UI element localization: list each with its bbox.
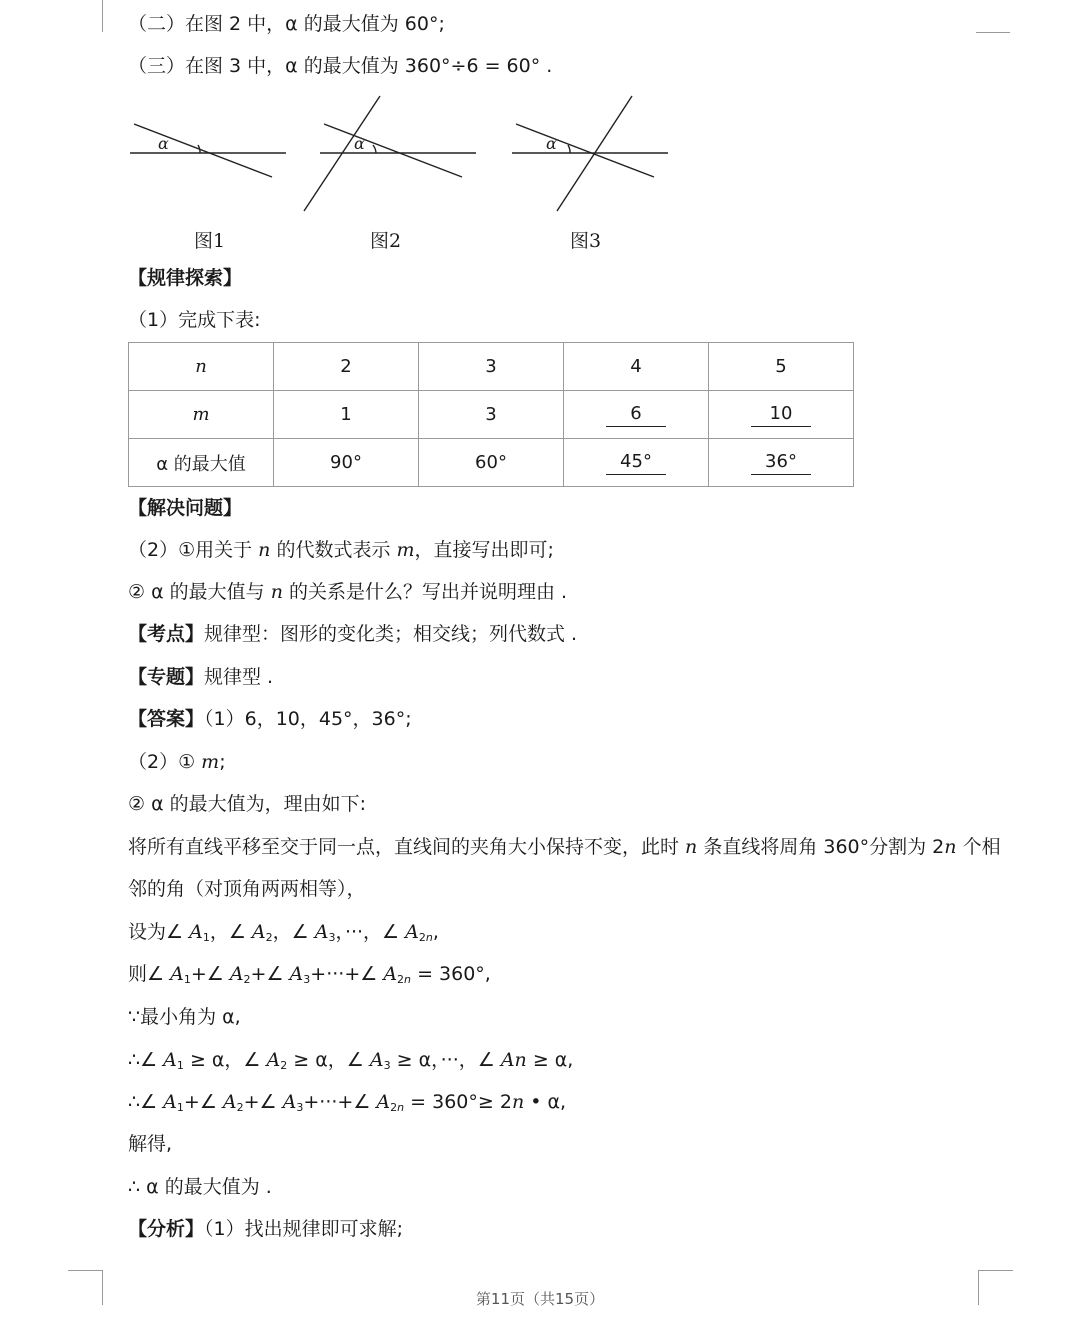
reason-paragraph-line-2: 邻的角（对顶角两两相等）， [128, 878, 366, 900]
corner-mark-top-right [976, 0, 1010, 33]
table-row-alpha [129, 439, 854, 487]
table-row-label: n [129, 343, 274, 391]
figures-diagram [120, 90, 680, 220]
question-2-2: ② α 的最大值与 n 的关系是什么？写出并说明理由 . [128, 581, 568, 603]
table-row-n [129, 343, 854, 391]
set-angles-line: 设为∠ $A_1$，∠ $A_2$，∠ $A_3$，···，∠ $A_{2n}$, [128, 921, 439, 944]
answer-line: 【答案】（1）6，10，45°，36°; [128, 708, 412, 730]
zhuanti-line: 【专题】规律型 . [128, 666, 274, 688]
table-cell-answer: 36° [709, 439, 854, 487]
answer-2-1: （2）① m; [128, 751, 226, 773]
answer-2-2: ② α 的最大值为，理由如下: [128, 793, 367, 815]
reason-paragraph-line-1: 将所有直线平移至交于同一点，直线间的夹角大小保持不变，此时 n 条直线将周角 360°分割为 2n 个相 [128, 836, 1001, 858]
pattern-table [128, 342, 854, 487]
min-angle-line: ∵最小角为 α, [128, 1006, 241, 1028]
solve-line: 解得, [128, 1133, 173, 1155]
conclusion-line: ∴ α 的最大值为 . [128, 1176, 272, 1198]
figure-1-alpha: α [158, 134, 169, 153]
table-cell-answer: 45° [564, 439, 709, 487]
figure-2-alpha: α [354, 134, 365, 153]
figure-3-alpha: α [546, 134, 557, 153]
corner-mark-top-left [68, 0, 103, 32]
sum-inequality-line: ∴∠ $A_1+\angle$ $A_2+\angle$ $A_3+\cdot\cdot\cdot+\angle$ $A_{2n} = 360^\circ\ge 2n$ • α, [128, 1091, 567, 1114]
table-cell-answer: 10 [709, 391, 854, 439]
question-2-1: （2）①用关于 n 的代数式表示 m，直接写出即可; [128, 539, 554, 561]
figure-3-caption: 图3 [570, 230, 602, 252]
figure-3 [512, 96, 668, 211]
intro-line-3: （三）在图 3 中，α 的最大值为 360°÷6 = 60° . [128, 55, 553, 77]
table-cell: 60° [419, 439, 564, 487]
table-cell: 1 [274, 391, 419, 439]
page-footer: 第11页（共15页） [475, 1290, 605, 1308]
intro-line-2: （二）在图 2 中，α 的最大值为 60°; [128, 13, 445, 35]
table-cell: 90° [274, 439, 419, 487]
sum-angles-line: 则∠ $A_1+\angle$ $A_2+\angle$ $A_3+\cdot\cdot\cdot+\angle$ $A_{2n} = 360^\circ$, [128, 963, 491, 986]
figure-1-caption: 图1 [194, 230, 226, 252]
table-cell: 2 [274, 343, 419, 391]
table-row-label: m [129, 391, 274, 439]
section-explore-heading: 【规律探索】 [128, 267, 243, 289]
table-cell: 3 [419, 391, 564, 439]
table-cell: 5 [709, 343, 854, 391]
figure-2-caption: 图2 [370, 230, 402, 252]
table-cell-answer: 6 [564, 391, 709, 439]
table-row-label: α 的最大值 [129, 439, 274, 487]
task-1-text: （1）完成下表: [128, 309, 261, 331]
inequality-line: ∴∠ $A_1 \ge \alpha$，∠ $A_2 \ge \alpha$，∠ $A_3 \ge \alpha$，···，∠ An ≥ α, [128, 1049, 574, 1072]
kaodian-line: 【考点】规律型：图形的变化类；相交线；列代数式 . [128, 623, 578, 645]
figure-2 [304, 96, 476, 211]
analysis-line: 【分析】（1）找出规律即可求解; [128, 1218, 404, 1240]
section-solve-heading: 【解决问题】 [128, 497, 243, 519]
table-cell: 4 [564, 343, 709, 391]
figure-1 [130, 124, 286, 177]
table-row-m [129, 391, 854, 439]
table-cell: 3 [419, 343, 564, 391]
